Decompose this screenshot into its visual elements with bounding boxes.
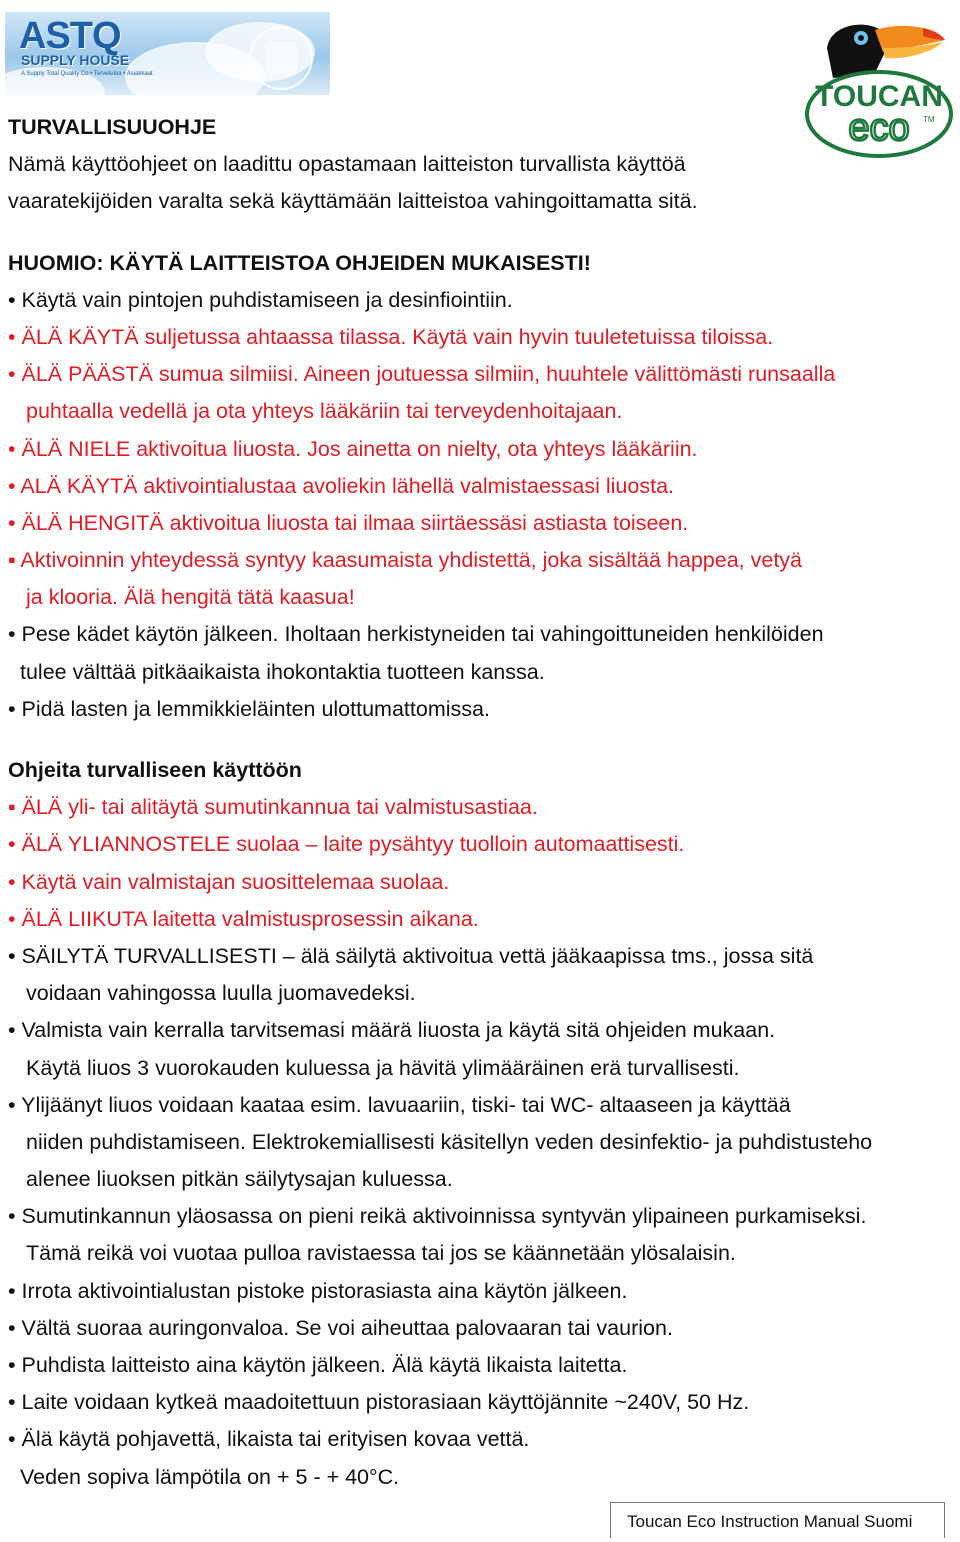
safety-bullet: • Pidä lasten ja lemmikkieläinten ulottumattomissa.: [8, 696, 490, 721]
safety-bullet: • ALÄ KÄYTÄ aktivointialustaa avoliekin lähellä valmistaessasi liuosta.: [8, 473, 674, 498]
usage-bullet-continuation: niiden puhdistamiseen. Elektrokemiallisesti käsitellyn veden desinfektio- ja puhdistusteho: [26, 1129, 873, 1154]
footer-text: Toucan Eco Instruction Manual Suomi: [627, 1512, 913, 1531]
eco-logo-text: eco: [848, 107, 910, 149]
safety-bullet: • Käytä vain pintojen puhdistamiseen ja desinfiointiin.: [8, 287, 513, 312]
usage-bullet: • Valmista vain kerralla tarvitsemasi määrä liuosta ja käytä sitä ohjeiden mukaan.: [8, 1018, 776, 1043]
certificate-seal-icon: [249, 26, 313, 90]
astq-tagline: A Supply Total Quality Co • Tervetuloa • Asiakkaat: [21, 71, 153, 77]
footer-box: [610, 1502, 945, 1538]
usage-bullet-continuation: Käytä liuos 3 vuorokauden kuluessa ja hävitä ylimääräinen erä turvallisesti.: [26, 1055, 740, 1080]
astq-subtitle: SUPPLY HOUSE: [21, 52, 130, 68]
usage-bullet: • Vältä suoraa auringonvaloa. Se voi aiheuttaa palovaaran tai vaurion.: [8, 1315, 673, 1340]
safety-bullet: • ÄLÄ PÄÄSTÄ sumua silmiisi. Aineen joutuessa silmiin, huuhtele välittömästi runsaalla: [8, 362, 836, 387]
usage-bullet: • Laite voidaan kytkeä maadoitettuun pistorasiaan käyttöjännite ~240V, 50 Hz.: [8, 1390, 750, 1415]
usage-bullet-continuation: alenee liuoksen pitkän säilytysajan kuluessa.: [26, 1167, 453, 1192]
usage-bullet: • Ylijäänyt liuos voidaan kaataa esim. lavuaariin, tiski- tai WC- altaaseen ja käyttää: [8, 1092, 791, 1117]
astq-supply-house-logo: [5, 12, 330, 95]
usage-bullet-continuation: Veden sopiva lämpötila on + 5 - + 40°C.: [20, 1464, 400, 1489]
trademark-mark: TM: [923, 115, 935, 124]
spacer: [8, 728, 960, 752]
safety-bullet: ▪ Aktivoinnin yhteydessä syntyy kaasumaista yhdistettä, joka sisältää happea, vetyä: [8, 548, 802, 573]
toucan-logo-text: TOUCAN: [815, 80, 943, 113]
spacer: [8, 221, 960, 245]
safety-bullet: • ÄLÄ NIELE aktivoitua liuosta. Jos ainetta on nielty, ota yhteys lääkäriin.: [8, 436, 698, 461]
safety-bullet-continuation: tulee välttää pitkäaikaista ihokontaktia tuotteen kanssa.: [20, 659, 545, 684]
usage-bullet: • Irrota aktivointialustan pistoke pistorasiasta aina käytön jälkeen.: [8, 1278, 628, 1303]
safety-bullet: • ÄLÄ HENGITÄ aktivoitua liuosta tai ilmaa siirtäessäsi astiasta toiseen.: [8, 510, 689, 535]
safety-bullet-continuation: puhtaalla vedellä ja ota yhteys lääkäriin tai terveydenhoitajaan.: [26, 399, 623, 424]
usage-bullet-continuation: voidaan vahingossa luulla juomavedeksi.: [26, 981, 416, 1006]
usage-bullet: • Älä käytä pohjavettä, likaista tai erityisen kovaa vettä.: [8, 1427, 530, 1452]
astq-brand: ASTQ: [19, 15, 121, 57]
safety-bullet: • ÄLÄ KÄYTÄ suljetussa ahtaassa tilassa. Käytä vain hyvin tuuletetuissa tiloissa.: [8, 324, 774, 349]
safety-intro-line: Nämä käyttöohjeet on laadittu opastamaan laitteiston turvallista käyttöä: [8, 152, 686, 177]
warning-heading: HUOMIO: KÄYTÄ LAITTEISTOA OHJEIDEN MUKAISESTI!: [8, 250, 591, 275]
safety-bullet: • Pese kädet käytön jälkeen. Iholtaan herkistyneiden tai vahingoittuneiden henkilöiden: [8, 622, 824, 647]
safety-title: TURVALLISUUOHJE: [8, 115, 217, 139]
usage-bullet: • Käytä vain valmistajan suosittelemaa suolaa.: [8, 869, 450, 894]
usage-bullet: • ÄLÄ LIIKUTA laitetta valmistusprosessin aikana.: [8, 906, 479, 931]
usage-title: Ohjeita turvalliseen käyttöön: [8, 758, 302, 782]
usage-bullet: • Sumutinkannun yläosassa on pieni reikä aktivoinnissa syntyvän ylipaineen purkamiseksi.: [8, 1204, 867, 1229]
usage-bullet: • SÄILYTÄ TURVALLISESTI – älä säilytä aktivoitua vettä jääkaapissa tms., jossa sitä: [8, 943, 814, 968]
usage-bullet: ▪ ÄLÄ yli- tai alitäytä sumutinkannua tai valmistusastiaa.: [8, 795, 538, 820]
safety-intro-line: vaaratekijöiden varalta sekä käyttämään laitteistoa vahingoittamatta sitä.: [8, 189, 698, 214]
document-body: [8, 109, 960, 1496]
usage-bullet: • Puhdista laitteisto aina käytön jälkeen. Älä käytä likaista laitetta.: [8, 1353, 628, 1377]
safety-bullet-continuation: ja klooria. Älä hengitä tätä kaasua!: [26, 585, 355, 610]
usage-bullet-continuation: Tämä reikä voi vuotaa pulloa ravistaessa tai jos se käännetään ylösalaisin.: [26, 1241, 736, 1266]
usage-bullet: • ÄLÄ YLIANNOSTELE suolaa – laite pysähtyy tuolloin automaattisesti.: [8, 832, 685, 857]
